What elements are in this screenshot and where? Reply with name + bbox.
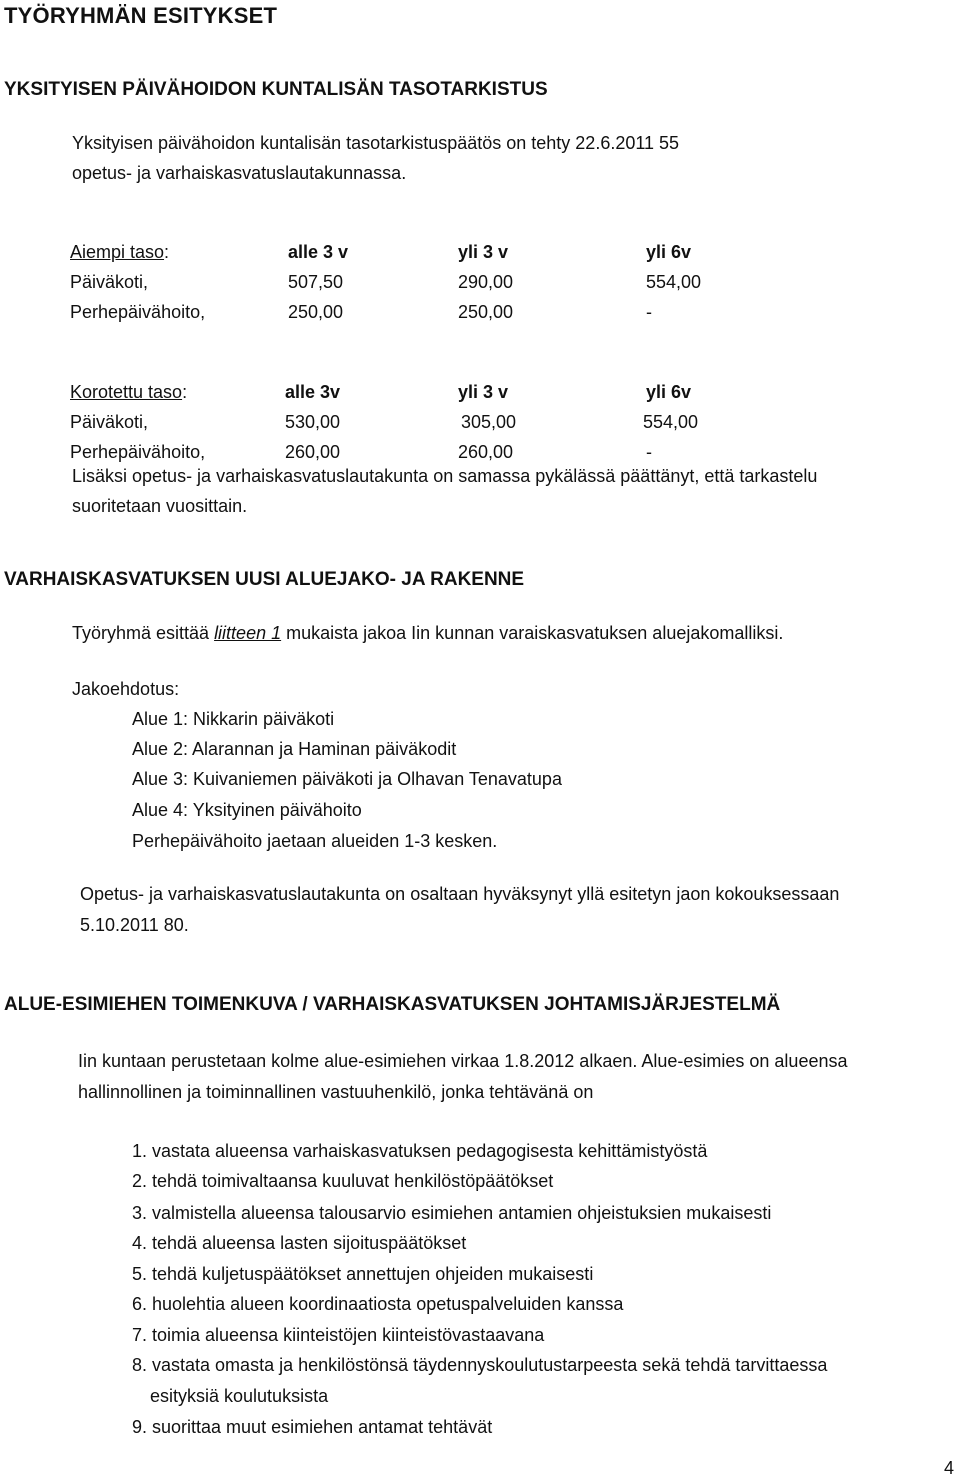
new-rate-label-text: Korotettu taso [70,382,183,402]
old-row-value: 554,00 [646,272,702,292]
new-rate-colon: : [182,382,188,402]
old-rate-label [70,242,169,263]
area-item: Perhepäivähoito jaetaan alueiden 1-3 kesken. [132,831,498,851]
new-header-under3: alle 3v [285,382,341,402]
new-row-value: - [646,442,652,462]
attachment-link[interactable]: liitteen 1 [214,623,282,643]
duty-item: 5. tehdä kuljetuspäätökset annettujen ohjeiden mukaisesti [132,1264,594,1284]
duty-item: 2. tehdä toimivaltaansa kuuluvat henkilöstöpäätökset [132,1171,554,1191]
old-rate-colon: : [164,242,170,262]
new-row-value: 260,00 [458,442,514,462]
duty-item: 8. vastata omasta ja henkilöstönsä täydennyskoulutustarpeesta sekä tehdä tarvittaessa [132,1355,828,1375]
old-row-value: 290,00 [458,272,514,292]
aluejako-paragraph [72,618,783,648]
new-row-value: 530,00 [285,412,341,432]
new-row-value: 260,00 [285,442,341,462]
new-row-value: 554,00 [643,412,699,432]
intro-line-1: Yksityisen päivähoidon kuntalisän tasotarkistuspäätös on tehty 22.6.2011 55 [72,133,680,153]
duty-item-continuation: esityksiä koulutuksista [150,1386,329,1406]
esimies-line-1: Iin kuntaan perustetaan kolme alue-esimiehen virkaa 1.8.2012 alkaen. Alue-esimies on alueensa [78,1051,848,1071]
duty-item: 9. suorittaa muut esimiehen antamat tehtävät [132,1417,493,1437]
old-row-value: 250,00 [458,302,514,322]
intro-line-2: opetus- ja varhaiskasvatuslautakunnassa. [72,163,407,183]
old-header-over6: yli 6v [646,242,692,262]
old-rate-label-text: Aiempi taso [70,242,165,262]
section-heading-tasotarkistus: YKSITYISEN PÄIVÄHOIDON KUNTALISÄN TASOTARKISTUS [4,79,548,100]
note-line-2: suoritetaan vuosittain. [72,496,248,516]
old-header-under3: alle 3 v [288,242,349,262]
old-header-over3: yli 3 v [458,242,509,262]
aluejako-text-after: mukaista jakoa Iin kunnan varaiskasvatuksen aluejakomalliksi. [281,623,784,643]
new-row-name: Päiväkoti, [70,412,149,432]
approval-line-1: Opetus- ja varhaiskasvatuslautakunta on osaltaan hyväksynyt yllä esitetyn jaon kokouksessaan [80,884,840,904]
duty-item: 7. toimia alueensa kiinteistöjen kiinteistövastaavana [132,1325,545,1345]
duty-item: 1. vastata alueensa varhaiskasvatuksen pedagogisesta kehittämistyöstä [132,1141,708,1161]
new-row-value: 305,00 [461,412,517,432]
area-item: Alue 4: Yksityinen päivähoito [132,800,362,820]
duty-item: 4. tehdä alueensa lasten sijoituspäätökset [132,1233,467,1253]
approval-line-2: 5.10.2011 80. [80,915,189,935]
duty-item: 3. valmistella alueensa talousarvio esimiehen antamien ohjeistuksien mukaisesti [132,1203,772,1223]
old-row-value: - [646,302,652,322]
area-item: Alue 1: Nikkarin päiväkoti [132,709,335,729]
proposal-label: Jakoehdotus: [72,679,180,699]
new-header-over6: yli 6v [646,382,692,402]
page-title: TYÖRYHMÄN ESITYKSET [4,3,278,28]
old-row-value: 507,50 [288,272,344,292]
old-row-name: Päiväkoti, [70,272,149,292]
section-heading-alue-esimies: ALUE-ESIMIEHEN TOIMENKUVA / VARHAISKASVATUKSEN JOHTAMISJÄRJESTELMÄ [4,994,781,1015]
duty-item: 6. huolehtia alueen koordinaatiosta opetuspalveluiden kanssa [132,1294,624,1314]
new-header-over3: yli 3 v [458,382,509,402]
note-line-1: Lisäksi opetus- ja varhaiskasvatuslautakunta on samassa pykälässä päättänyt, että tarkastelu [72,466,818,486]
new-rate-label [70,382,187,403]
page-number: 4 [944,1458,955,1478]
old-row-value: 250,00 [288,302,344,322]
section-heading-aluejako: VARHAISKASVATUKSEN UUSI ALUEJAKO- JA RAKENNE [4,569,525,590]
area-item: Alue 2: Alarannan ja Haminan päiväkodit [132,739,457,759]
aluejako-text-before: Työryhmä esittää [72,623,215,643]
old-row-name: Perhepäivähoito, [70,302,206,322]
new-row-name: Perhepäivähoito, [70,442,206,462]
area-item: Alue 3: Kuivaniemen päiväkoti ja Olhavan Tenavatupa [132,769,562,789]
esimies-line-2: hallinnollinen ja toiminnallinen vastuuhenkilö, jonka tehtävänä on [78,1082,594,1102]
